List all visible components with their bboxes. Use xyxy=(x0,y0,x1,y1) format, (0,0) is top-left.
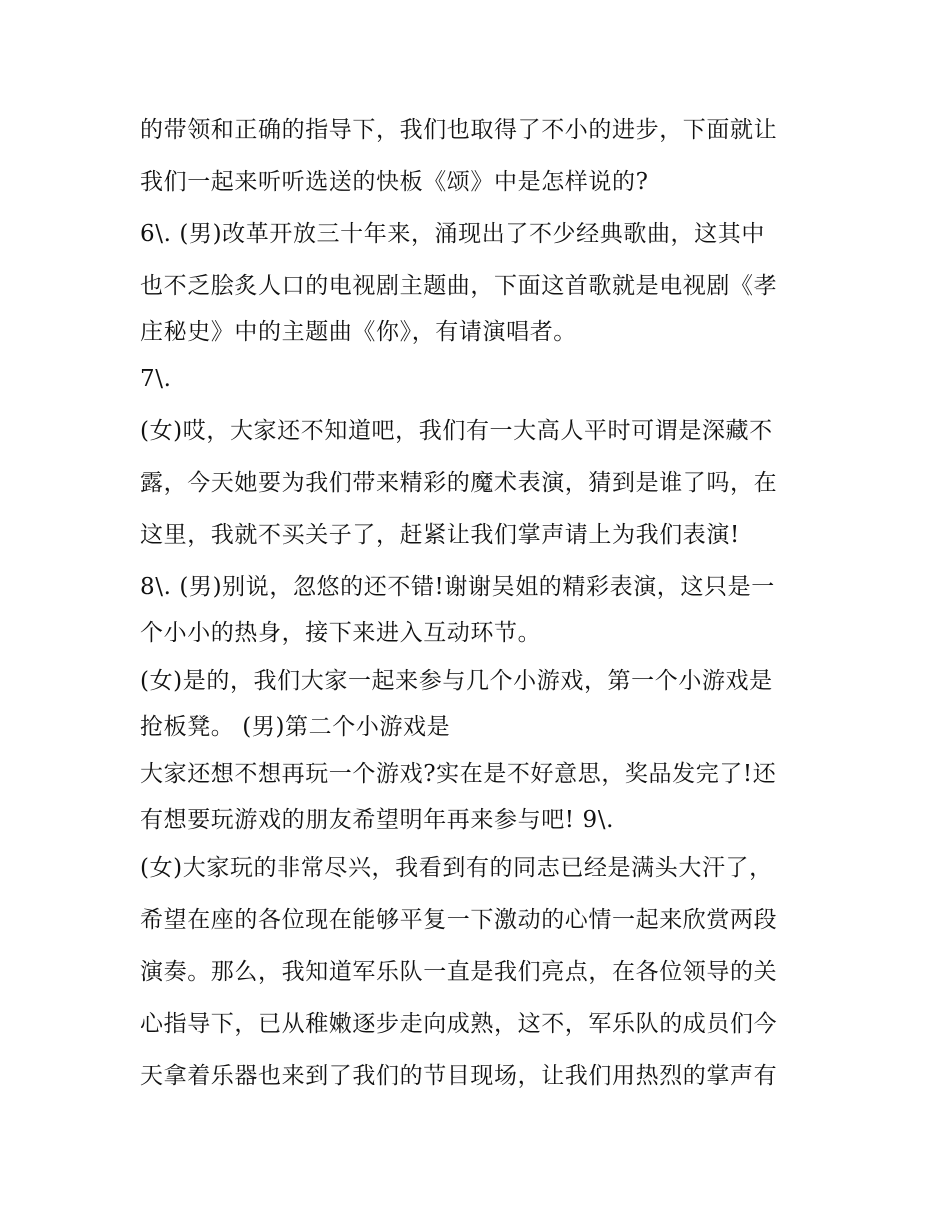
text-line: (女)大家玩的非常尽兴，我看到有的同志已经是满头大汗了， xyxy=(140,854,773,881)
text-line: (女)是的，我们大家一起来参与几个小游戏，第一个小游戏是 xyxy=(140,667,773,694)
text-line: 希望在座的各位现在能够平复一下激动的心情一起来欣赏两段 xyxy=(140,906,778,933)
text-line: 演奏。那么，我知道军乐队一直是我们亮点，在各位领导的关 xyxy=(140,958,778,985)
text-line: 个小小的热身，接下来进入互动环节。 xyxy=(140,620,542,647)
text-line: 也不乏脍炙人口的电视剧主题曲，下面这首歌就是电视剧《孝 xyxy=(140,273,778,299)
text-line: 庄秘史》中的主题曲《你》，有请演唱者。 xyxy=(140,319,577,345)
text-line: 我们一起来听听选送的快板《颂》中是怎样说的? xyxy=(140,169,649,195)
text-line: 大家还想不想再玩一个游戏?实在是不好意思，奖品发完了!还 xyxy=(140,761,777,788)
text-line: 8\. (男)别说，忽悠的还不错!谢谢吴姐的精彩表演，这只是一 xyxy=(140,574,775,601)
text-line: 露，今天她要为我们带来精彩的魔术表演，猜到是谁了吗，在 xyxy=(140,470,778,497)
text-line: (女)哎，大家还不知道吧，我们有一大高人平时可谓是深藏不 xyxy=(140,418,773,445)
text-line: 这里，我就不买关子了，赶紧让我们掌声请上为我们表演! xyxy=(140,522,740,549)
text-line: 有想要玩游戏的朋友希望明年再来参与吧! 9\. xyxy=(140,807,615,834)
text-line: 抢板凳。 (男)第二个小游戏是 xyxy=(140,713,451,740)
text-line: 天拿着乐器也来到了我们的节目现场，让我们用热烈的掌声有 xyxy=(140,1062,778,1089)
text-line: 的带领和正确的指导下，我们也取得了不小的进步，下面就让 xyxy=(140,117,778,143)
text-line: 6\. (男)改革开放三十年来，涌现出了不少经典歌曲，这其中 xyxy=(140,221,765,247)
text-line: 心指导下，已从稚嫩逐步走向成熟，这不，军乐队的成员们今 xyxy=(140,1010,778,1037)
text-line: 7\. xyxy=(140,366,172,393)
document-body xyxy=(140,104,820,1102)
